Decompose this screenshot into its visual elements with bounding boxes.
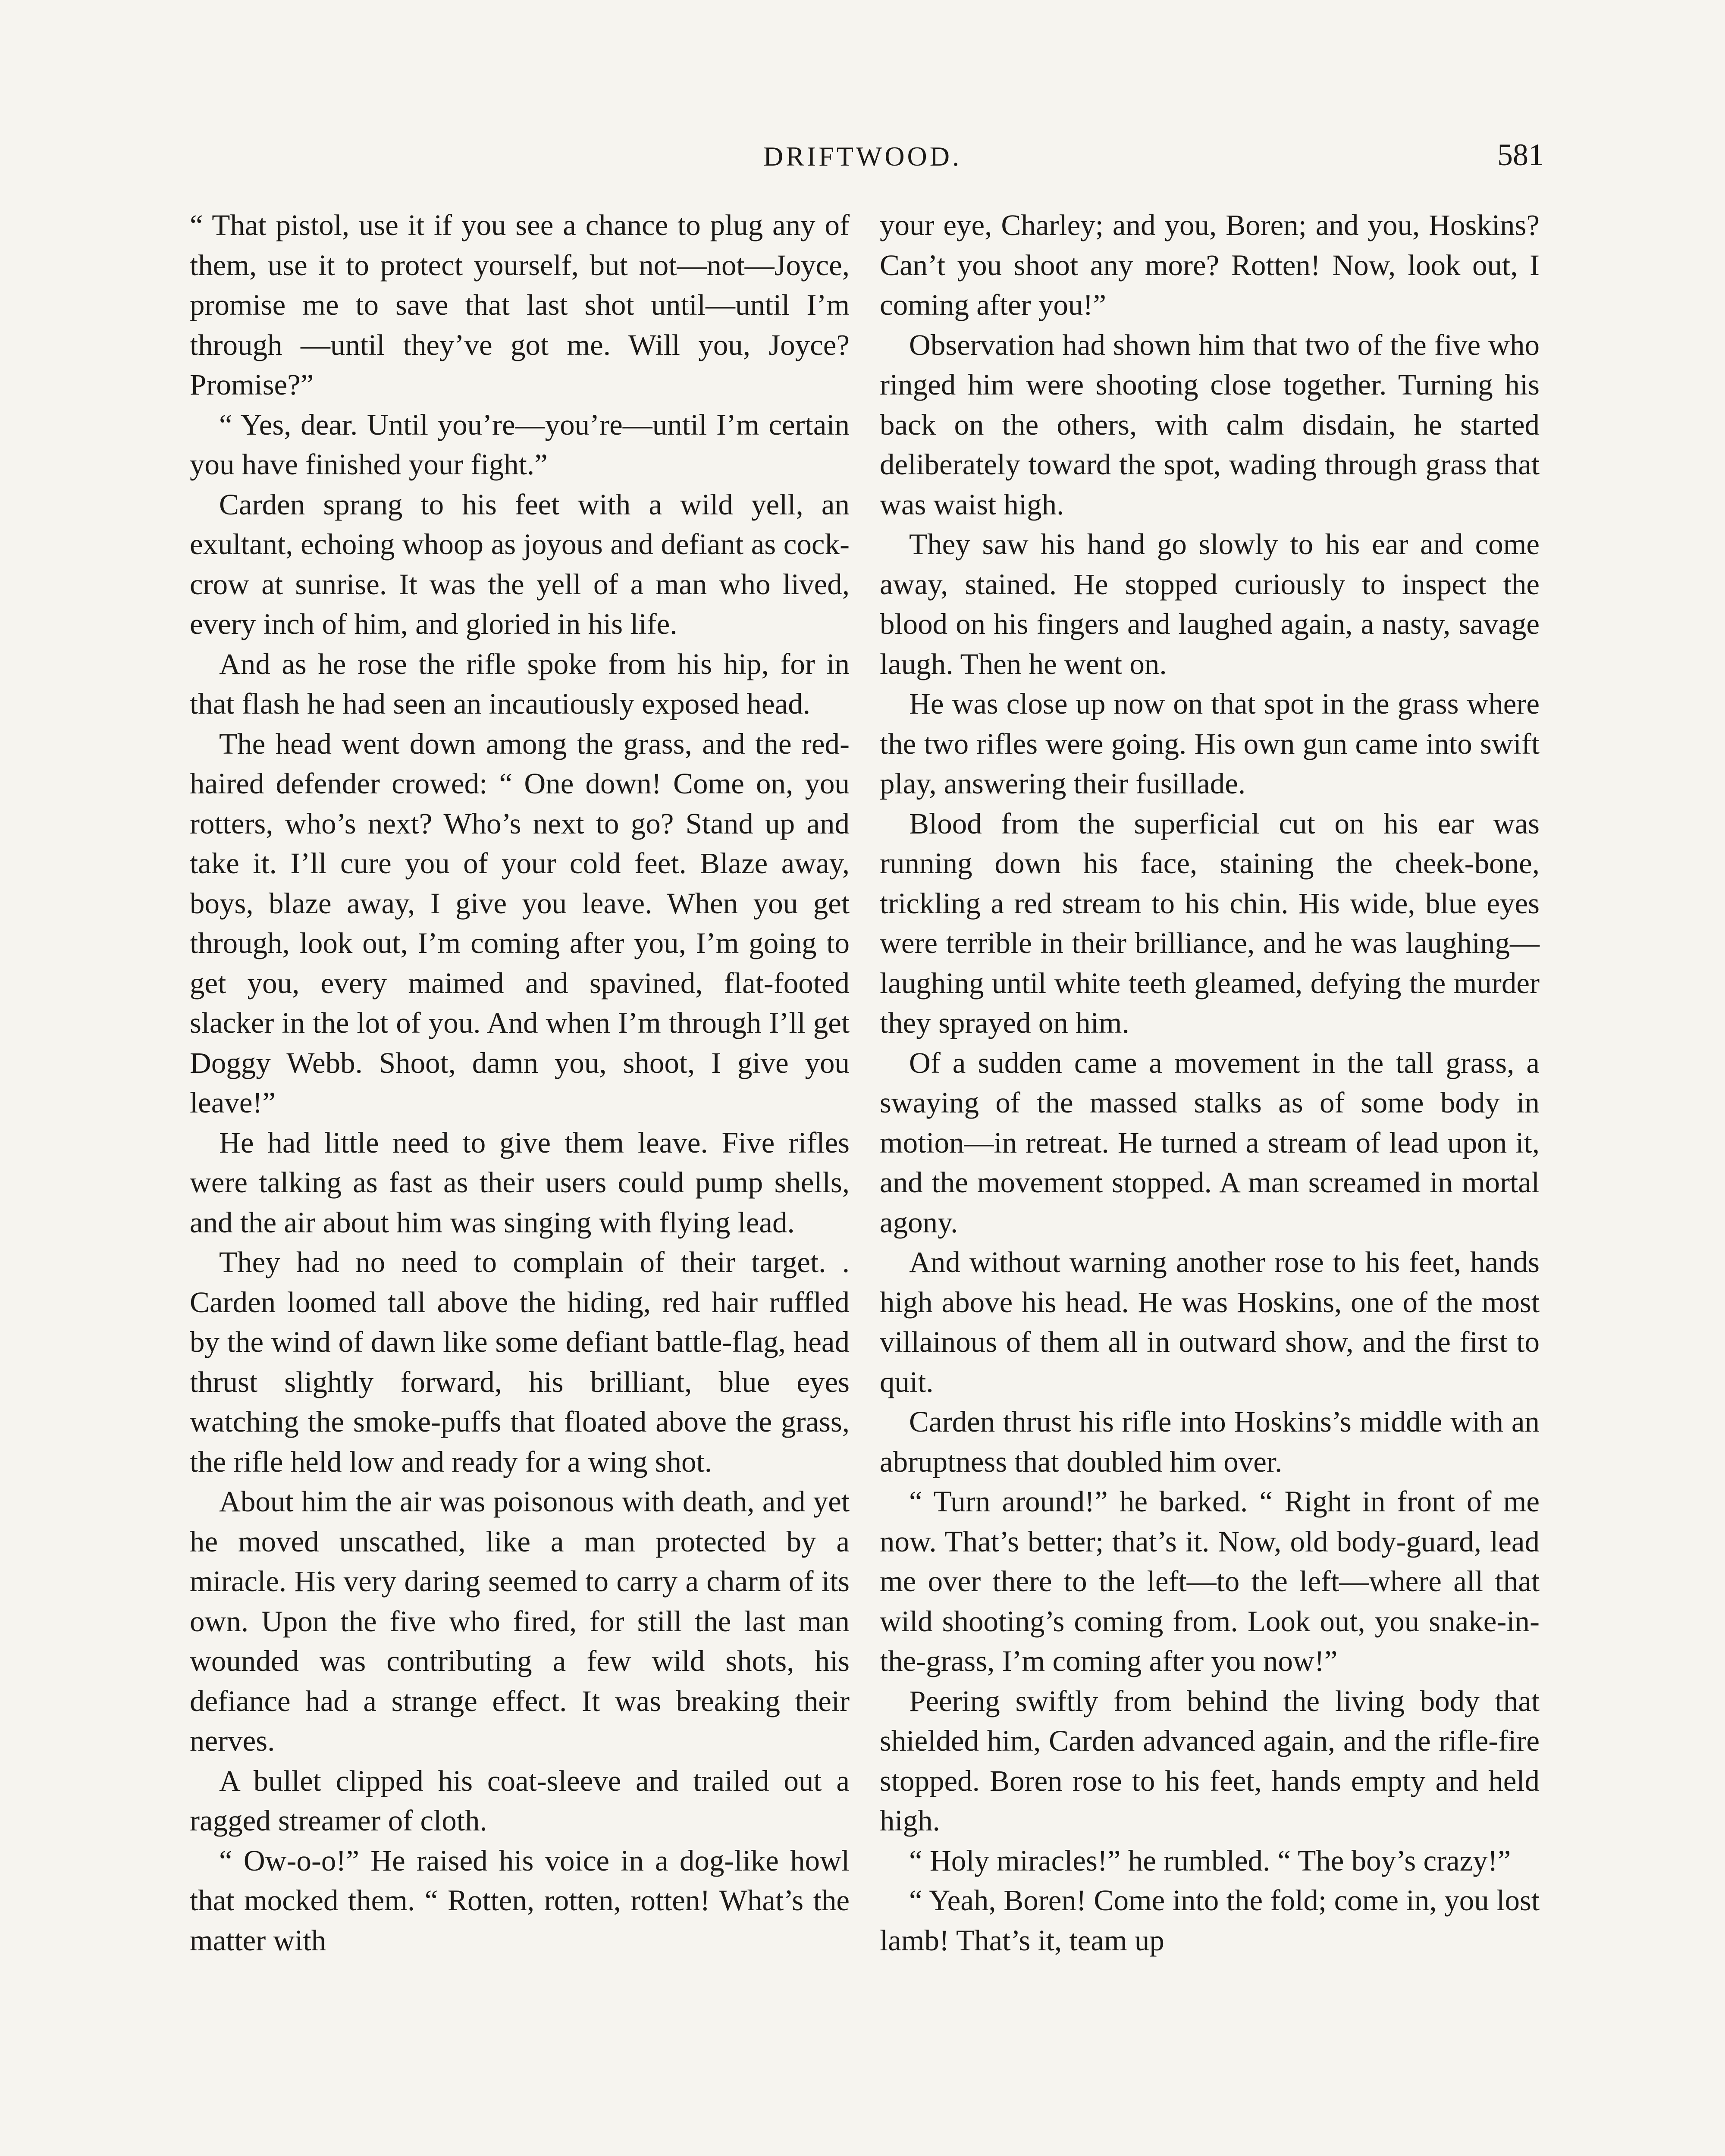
paragraph: Carden sprang to his feet with a wild yell, an exultant, echoing whoop as joyous and defiant as cock-crow at sunrise. It was the yell of a man who lived, every inch of him, and gloried in his life. (190, 488, 850, 640)
paragraph: Observation had shown him that two of the five who ringed him were shooting close together. Turning his back on the others, with calm disdain, he started deliberately toward the spot, wading through grass that was waist high. (880, 328, 1540, 521)
paragraph: “ Turn around!” he barked. “ Right in front of me now. That’s better; that’s it. Now, old body-guard, lead me over there to the left—to the left—where all that wild shooting’s coming from. Look out, you snake-in-the-grass, I’m coming after you now!” (880, 1485, 1540, 1677)
paragraph: Carden thrust his rifle into Hoskins’s middle with an abruptness that doubled him over. (880, 1405, 1540, 1478)
left-column (190, 205, 850, 1960)
paragraph: The head went down among the grass, and the red-haired defender crowed: “ One down! Come on, you rotters, who’s next? Who’s next to go? Stand up and take it. I’ll cure you of your cold feet. Blaze away, boys, blaze away, I give you leave. When you get through, look out, I’m coming after you, I’m going to get you, every maimed and spavined, flat-footed slacker in the lot of you. And when I’m through I’ll get Doggy Webb. Shoot, damn you, shoot, I give you leave!” (190, 727, 850, 1119)
paragraph: “ Yeah, Boren! Come into the fold; come in, you lost lamb! That’s it, team up (880, 1884, 1540, 1957)
paragraph: Blood from the superficial cut on his ear was running down his face, staining the cheek-bone, trickling a red stream to his chin. His wide, blue eyes were terrible in their brilliance, and he was laughing—laughing until white teeth gleamed, defying the murder they sprayed on him. (880, 807, 1540, 1039)
paragraph: They saw his hand go slowly to his ear and come away, stained. He stopped curiously to inspect the blood on his fingers and laughed again, a nasty, savage laugh. Then he went on. (880, 528, 1540, 680)
paragraph: A bullet clipped his coat-sleeve and trailed out a ragged streamer of cloth. (190, 1764, 850, 1837)
page-number: 581 (1497, 138, 1544, 172)
page-header (181, 137, 1544, 180)
paragraph: “ Ow-o-o!” He raised his voice in a dog-like howl that mocked them. “ Rotten, rotten, rotten! What’s the matter with (190, 1844, 850, 1957)
paragraph: Of a sudden came a movement in the tall grass, a swaying of the massed stalks as of some body in motion—in retreat. He turned a stream of lead upon it, and the movement stopped. A man screamed in mortal agony. (880, 1046, 1540, 1239)
paragraph: He had little need to give them leave. Five rifles were talking as fast as their users could pump shells, and the air about him was singing with flying lead. (190, 1126, 850, 1239)
paragraph: “ Yes, dear. Until you’re—you’re—until I’m certain you have finished your fight.” (190, 408, 850, 481)
paragraph: He was close up now on that spot in the grass where the two rifles were going. His own gun came into swift play, answering their fusillade. (880, 687, 1540, 800)
paragraph: And as he rose the rifle spoke from his hip, for in that flash he had seen an incautiously exposed head. (190, 647, 850, 720)
paragraph: Peering swiftly from behind the living body that shielded him, Carden advanced again, and the rifle-fire stopped. Boren rose to his feet, hands empty and held high. (880, 1684, 1540, 1837)
paragraph: “ That pistol, use it if you see a chance to plug any of them, use it to protect yourself, but not—not—Joyce, promise me to save that last shot until—until I’m through —until they’ve got me. Will you, Joyce? Promise?” (190, 209, 850, 401)
paragraph: your eye, Charley; and you, Boren; and you, Hoskins? Can’t you shoot any more? Rotten! Now, look out, I coming after you!” (880, 209, 1540, 321)
right-column (880, 205, 1540, 1960)
paragraph: And without warning another rose to his feet, hands high above his head. He was Hoskins, one of the most villainous of them all in outward show, and the first to quit. (880, 1246, 1540, 1398)
running-head: DRIFTWOOD. (763, 141, 962, 172)
paragraph: “ Holy miracles!” he rumbled. “ The boy’s crazy!” (909, 1844, 1511, 1877)
paragraph: About him the air was poisonous with death, and yet he moved unscathed, like a man protected by a miracle. His very daring seemed to carry a charm of its own. Upon the five who fired, for still the last man wounded was contributing a few wild shots, his defiance had a strange effect. It was breaking their nerves. (190, 1485, 850, 1757)
paragraph: They had no need to complain of their target. . Carden loomed tall above the hiding, red hair ruffled by the wind of dawn like some defiant battle-flag, head thrust slightly forward, his brilliant, blue eyes watching the smoke-puffs that floated above the grass, the rifle held low and ready for a wing shot. (190, 1246, 850, 1478)
